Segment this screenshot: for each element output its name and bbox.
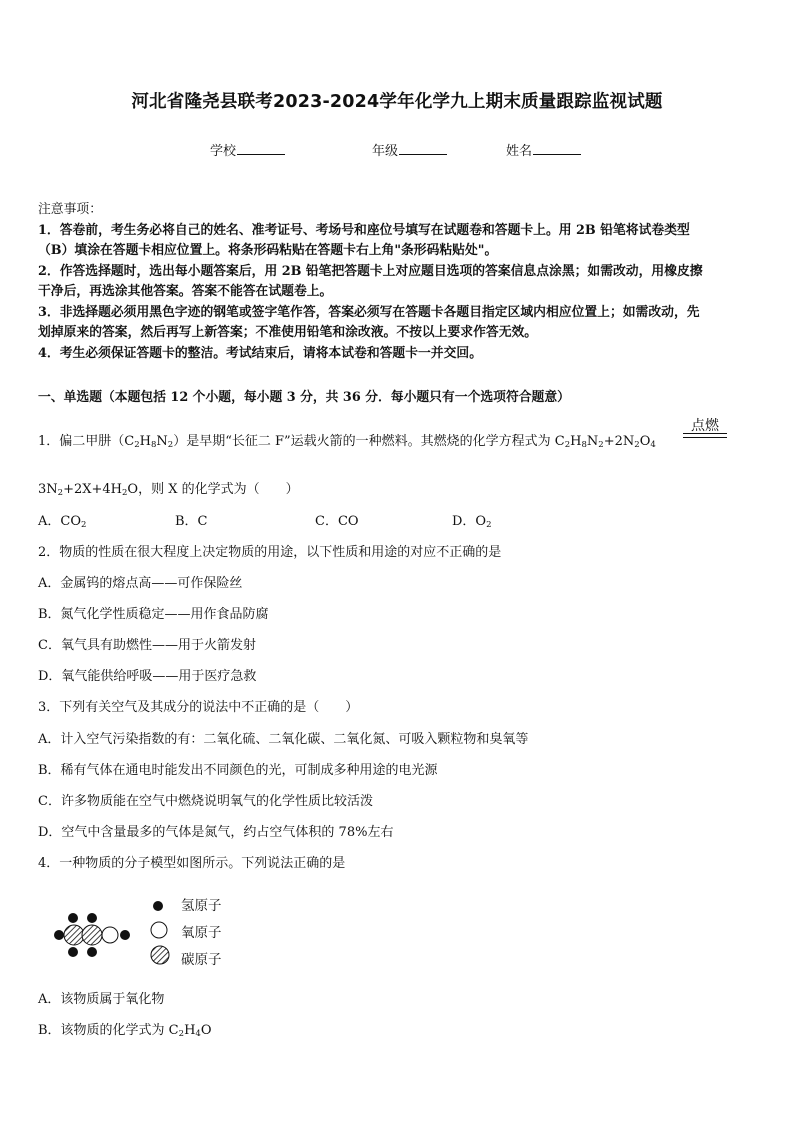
hydrogen-atom [87,913,97,923]
name-blank [533,141,581,155]
q3-stem: 3．下列有关空气及其成分的说法中不正确的是（ ） [38,700,359,715]
q3-option-d: D．空气中含量最多的气体是氮气，约占空气体积的 78%左右 [38,825,394,840]
school-field [210,140,285,159]
hydrogen-atom [120,930,130,940]
legend-carbon-icon [151,946,169,964]
notice-line: 2．作答选择题时，选出每小题答案后，用 2B 铅笔把答题卡上对应题目选项的答案信息点涂黑；如需改动，用橡皮擦 [38,263,703,279]
carbon-atom [64,925,84,945]
hydrogen-atom [54,930,64,940]
school-blank [237,141,285,155]
q1-stem-line2: $3N_2+2X+4H_2O$，则 X 的化学式为（ ） [38,482,299,498]
notice-heading: 注意事项： [38,202,102,217]
q3-option-a: A．计入空气污染指数的有：二氧化硫、二氧化碳、二氧化氮、可吸入颗粒物和臭氧等 [38,732,529,747]
legend-carbon-label: 碳原子 [181,952,222,968]
name-field [506,140,581,159]
notice-line: 1．答卷前，考生务必将自己的姓名、准考证号、考场号和座位号填写在试题卷和答题卡上。用 2B 铅笔将试卷类型 [38,222,690,238]
page-title: 河北省隆尧县联考2023-2024学年化学九上期末质量跟踪监视试题 [131,92,663,112]
school-label: 学校 [210,144,237,159]
reaction-condition: 点燃 [691,418,719,434]
name-label: 姓名 [506,144,533,159]
notice-block [38,200,703,364]
q2-option-b: B．氮气化学性质稳定——用作食品防腐 [38,607,269,622]
q3-option-c: C．许多物质能在空气中燃烧说明氧气的化学性质比较活泼 [38,794,373,809]
q4-option-b: B．该物质的化学式为 $C_2H_4O$ [38,1023,212,1039]
notice-line: 4．考生必须保证答题卡的整洁。考试结束后，请将本试卷和答题卡一并交回。 [38,345,482,361]
legend-oxygen-label: 氧原子 [181,925,222,941]
notice-line: 3．非选择题必须用黑色字迹的钢笔或签字笔作答，答案必须写在答题卡各题目指定区域内相应位置上；如需改动，先 [38,304,700,320]
section-heading: 一、单选题（本题包括 12 个小题，每小题 3 分，共 36 分．每小题只有一个选项符合题意） [38,390,570,405]
grade-blank [399,141,447,155]
q2-stem: 2．物质的性质在很大程度上决定物质的用途，以下性质和用途的对应不正确的是 [38,545,502,560]
hydrogen-atom [87,947,97,957]
legend-oxygen-icon [151,922,167,938]
q1-option-d: D．$O_2$ [452,514,492,530]
legend-hydrogen-label: 氢原子 [181,898,222,914]
grade-field [372,140,447,159]
q3-option-b: B．稀有气体在通电时能发出不同颜色的光，可制成多种用途的电光源 [38,763,438,778]
q4-option-a: A．该物质属于氧化物 [38,992,165,1007]
q1-option-a: A．$CO_2$ [38,514,87,530]
q1-option-c: C．CO [315,514,359,529]
q2-option-c: C．氧气具有助燃性——用于火箭发射 [38,638,256,653]
q4-stem: 4．一种物质的分子模型如图所示。下列说法正确的是 [38,856,346,871]
notice-line: 干净后，再选涂其他答案。答案不能答在试题卷上。 [38,284,333,299]
notice-line: 划掉原来的答案，然后再写上新答案；不准使用铅笔和涂改液。不按以上要求作答无效。 [38,325,538,340]
oxygen-atom [102,927,118,943]
hydrogen-atom [68,947,78,957]
q1-stem: 1．偏二甲肼$(C_2H_8N_2)$是早期“长征二 F”运载火箭的一种燃料。其燃烧的化学方程式为 $C_2H_8N_2+2N_2O_4$ [38,434,656,450]
carbon-atom [82,925,102,945]
equation-sign [683,433,727,438]
notice-line: （B）填涂在答题卡相应位置上。将条形码粘贴在答题卡右上角"条形码粘贴处"。 [38,243,498,258]
legend-symbols [150,896,174,966]
q2-option-a: A．金属钨的熔点高——可作保险丝 [38,576,243,591]
q2-option-d: D．氧气能供给呼吸——用于医疗急救 [38,669,257,684]
grade-label: 年级 [372,144,399,159]
q1-option-b: B．C [175,514,208,529]
hydrogen-atom [68,913,78,923]
legend-hydrogen-icon [153,901,163,911]
molecule-model-figure [48,908,134,960]
